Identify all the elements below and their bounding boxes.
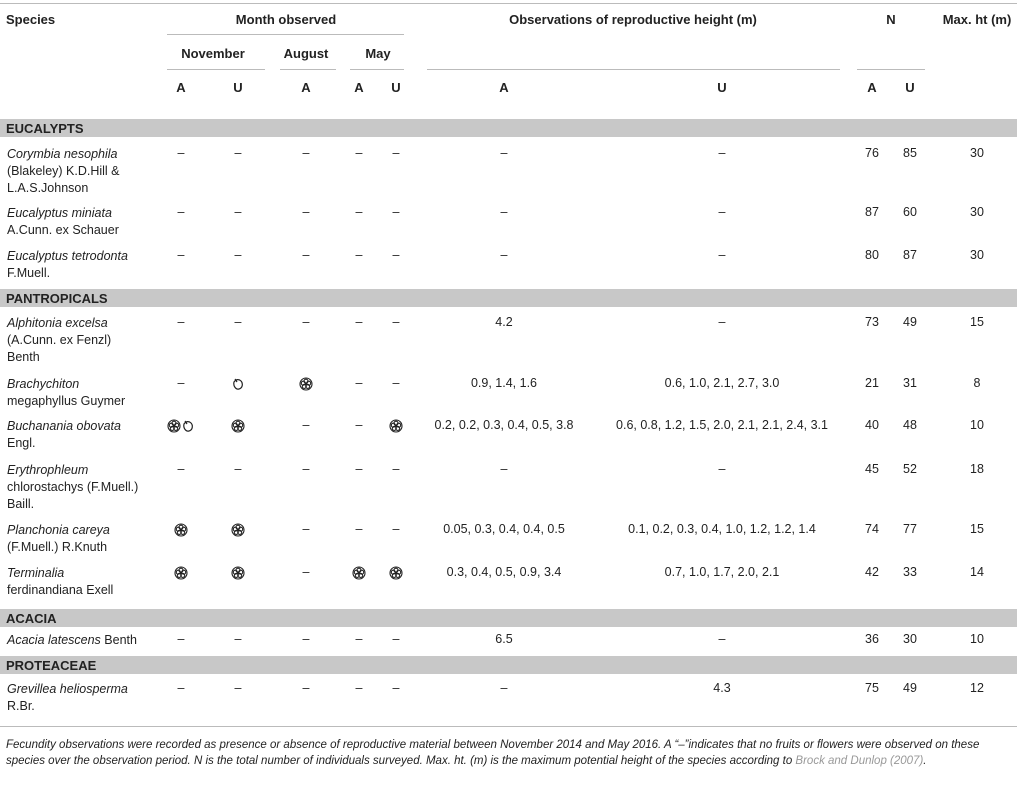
species-authority: R.Br.: [7, 699, 35, 713]
species-cell: [7, 315, 111, 366]
footnote: [6, 737, 1011, 769]
flower-icon: [231, 523, 245, 540]
species-cell: [7, 462, 138, 513]
cell-n-u: 87: [903, 248, 917, 262]
cell-aug: –: [302, 146, 310, 160]
species-name: Eucalyptus tetrodonta: [7, 249, 128, 263]
species-cell: [7, 248, 128, 282]
cell-n-a: 76: [865, 146, 879, 160]
species-name: Corymbia nesophila: [7, 147, 118, 161]
species-authority: (Blakeley) K.D.Hill &: [7, 164, 120, 178]
cell-obs-u: 0.6, 0.8, 1.2, 1.5, 2.0, 2.1, 2.1, 2.4, 3.1: [616, 418, 828, 432]
species-authority: (F.Muell.) R.Knuth: [7, 540, 108, 554]
species-name: Buchanania obovata: [7, 419, 121, 433]
cell-may-a: –: [355, 376, 363, 390]
cell-obs-a: 0.3, 0.4, 0.5, 0.9, 3.4: [446, 565, 562, 579]
flower-fruit-icon: [167, 419, 195, 436]
cell-obs-u: 4.3: [713, 681, 731, 695]
cell-obs-u: –: [718, 205, 726, 219]
cell-obs-u: –: [718, 315, 726, 329]
cell-max: 30: [970, 146, 984, 160]
cell-max: 15: [970, 315, 984, 329]
cell-n-u: 85: [903, 146, 917, 160]
cell-may-u: –: [392, 248, 400, 262]
cell-may-a: –: [355, 315, 363, 329]
cell-max: 30: [970, 205, 984, 219]
cell-n-a: 21: [865, 376, 879, 390]
cell-may-u: –: [392, 681, 400, 695]
group-label: PROTEACEAE: [6, 658, 97, 673]
header-may-u: U: [391, 80, 401, 95]
species-authority: ferdinandiana Exell: [7, 583, 114, 597]
cell-n-a: 87: [865, 205, 879, 219]
cell-obs-u: –: [718, 146, 726, 160]
species-authority: L.A.S.Johnson: [7, 181, 89, 195]
cell-nov-u: –: [234, 205, 242, 219]
flower-icon: [299, 377, 313, 394]
month-underline: [167, 34, 404, 35]
species-cell: [7, 681, 128, 715]
november-underline: [167, 69, 265, 70]
species-authority: Benth: [7, 350, 40, 364]
cell-may-a: –: [355, 681, 363, 695]
cell-n-a: 42: [865, 565, 879, 579]
cell-may-u: –: [392, 146, 400, 160]
cell-may-u: –: [392, 315, 400, 329]
flower-icon: [389, 419, 403, 436]
cell-nov-a: –: [177, 315, 185, 329]
cell-nov-u: –: [234, 681, 242, 695]
species-authority: A.Cunn. ex Schauer: [7, 223, 119, 237]
species-name: Acacia latescens: [7, 633, 101, 647]
cell-aug: –: [302, 565, 310, 579]
bottom-rule: [0, 726, 1017, 727]
cell-max: 10: [970, 632, 984, 646]
cell-may-u: –: [392, 522, 400, 536]
footnote-text: Fecundity observations were recorded as presence or absence of reproductive material between November 2014 and May 2016. A “–”indicates that no fruits or flowers were observed on these species over the observation period. N is the total number of individuals surveyed. Max. ht. (m) is the maximum potential height of the species according to: [6, 739, 980, 767]
cell-obs-u: –: [718, 248, 726, 262]
species-authority: megaphyllus Guymer: [7, 394, 126, 408]
flower-icon: [352, 566, 366, 583]
flower-icon: [174, 523, 188, 540]
cell-may-a: –: [355, 462, 363, 476]
cell-n-u: 33: [903, 565, 917, 579]
cell-obs-u: 0.7, 1.0, 1.7, 2.0, 2.1: [664, 565, 780, 579]
cell-aug: –: [302, 522, 310, 536]
cell-n-u: 30: [903, 632, 917, 646]
species-name: Planchonia careya: [7, 523, 110, 537]
august-underline: [280, 69, 336, 70]
cell-nov-u: –: [234, 146, 242, 160]
cell-aug: –: [302, 248, 310, 262]
cell-obs-u: –: [718, 632, 726, 646]
cell-may-u: –: [392, 462, 400, 476]
footnote-reference[interactable]: Brock and Dunlop (2007): [795, 755, 924, 767]
cell-nov-u: –: [234, 248, 242, 262]
species-name: Eucalyptus miniata: [7, 206, 112, 220]
species-authority: F.Muell.: [7, 266, 51, 280]
observations-underline: [427, 69, 840, 70]
cell-n-u: 52: [903, 462, 917, 476]
cell-n-u: 77: [903, 522, 917, 536]
species-cell: [7, 522, 110, 556]
header-may: May: [365, 46, 391, 61]
cell-aug: –: [302, 462, 310, 476]
group-band: [0, 289, 1017, 307]
group-band: [0, 656, 1017, 674]
cell-max: 15: [970, 522, 984, 536]
species-authority: (A.Cunn. ex Fenzl): [7, 333, 112, 347]
cell-nov-a: –: [177, 248, 185, 262]
cell-n-a: 74: [865, 522, 879, 536]
species-cell: [7, 418, 121, 452]
header-n-a: A: [867, 80, 877, 95]
cell-max: 14: [970, 565, 984, 579]
header-aug-a: A: [301, 80, 311, 95]
cell-nov-a: –: [177, 681, 185, 695]
cell-may-a: –: [355, 205, 363, 219]
species-authority: chlorostachys (F.Muell.): [7, 480, 139, 494]
cell-n-u: 49: [903, 681, 917, 695]
flower-icon: [231, 566, 245, 583]
species-cell: [7, 632, 137, 649]
flower-icon: [389, 566, 403, 583]
cell-obs-a: 0.2, 0.2, 0.3, 0.4, 0.5, 3.8: [434, 418, 574, 432]
flower-icon: [231, 419, 245, 436]
cell-n-a: 40: [865, 418, 879, 432]
species-authority: Engl.: [7, 436, 36, 450]
cell-may-u: –: [392, 632, 400, 646]
cell-may-a: –: [355, 248, 363, 262]
cell-obs-u: 0.6, 1.0, 2.1, 2.7, 3.0: [664, 376, 780, 390]
group-label: EUCALYPTS: [6, 121, 84, 136]
species-authority: Baill.: [7, 497, 35, 511]
group-band: [0, 609, 1017, 627]
cell-nov-a: –: [177, 205, 185, 219]
footnote-end: .: [923, 755, 927, 767]
header-max-ht: Max. ht (m): [942, 12, 1012, 27]
cell-max: 12: [970, 681, 984, 695]
cell-obs-a: 0.05, 0.3, 0.4, 0.4, 0.5: [443, 522, 565, 536]
header-observations: Observations of reproductive height (m): [509, 12, 757, 27]
cell-n-u: 60: [903, 205, 917, 219]
cell-obs-a: 0.9, 1.4, 1.6: [470, 376, 538, 390]
cell-may-u: –: [392, 376, 400, 390]
cell-n-a: 75: [865, 681, 879, 695]
cell-obs-u: 0.1, 0.2, 0.3, 0.4, 1.0, 1.2, 1.2, 1.4: [628, 522, 816, 536]
header-nov-u: U: [233, 80, 243, 95]
species-name: Grevillea heliosperma: [7, 682, 128, 696]
cell-aug: –: [302, 632, 310, 646]
header-may-a: A: [354, 80, 364, 95]
cell-may-a: –: [355, 418, 363, 432]
cell-aug: –: [302, 418, 310, 432]
group-band: [0, 119, 1017, 137]
species-name: Terminalia: [7, 566, 65, 580]
cell-may-a: –: [355, 522, 363, 536]
species-cell: [7, 146, 120, 197]
cell-may-u: –: [392, 205, 400, 219]
header-species: Species: [6, 12, 56, 27]
header-november: November: [181, 46, 245, 61]
cell-may-a: –: [355, 146, 363, 160]
cell-n-a: 45: [865, 462, 879, 476]
header-n: N: [886, 12, 896, 27]
header-nov-a: A: [176, 80, 186, 95]
cell-aug: –: [302, 315, 310, 329]
cell-aug: –: [302, 205, 310, 219]
cell-obs-a: –: [500, 462, 508, 476]
cell-obs-a: –: [500, 681, 508, 695]
cell-obs-a: –: [500, 248, 508, 262]
cell-aug: –: [302, 681, 310, 695]
species-cell: [7, 565, 113, 599]
n-underline: [857, 69, 925, 70]
header-august: August: [283, 46, 329, 61]
header-obs-u: U: [717, 80, 727, 95]
flower-icon: [174, 566, 188, 583]
cell-max: 18: [970, 462, 984, 476]
cell-nov-u: –: [234, 462, 242, 476]
group-label: PANTROPICALS: [6, 291, 108, 306]
cell-may-a: –: [355, 632, 363, 646]
species-authority: Benth: [100, 633, 137, 647]
species-name: Brachychiton: [7, 377, 80, 391]
header-month-observed: Month observed: [235, 12, 337, 27]
cell-n-u: 48: [903, 418, 917, 432]
cell-nov-a: –: [177, 146, 185, 160]
cell-nov-u: –: [234, 632, 242, 646]
header-obs-a: A: [499, 80, 509, 95]
top-rule: [0, 3, 1017, 4]
cell-nov-u: –: [234, 315, 242, 329]
cell-obs-u: –: [718, 462, 726, 476]
cell-nov-a: –: [177, 632, 185, 646]
cell-obs-a: 4.2: [495, 315, 513, 329]
species-cell: [7, 376, 125, 410]
cell-n-u: 49: [903, 315, 917, 329]
header-n-u: U: [905, 80, 915, 95]
group-label: ACACIA: [6, 611, 57, 626]
cell-n-a: 73: [865, 315, 879, 329]
cell-obs-a: –: [500, 146, 508, 160]
cell-obs-a: 6.5: [495, 632, 513, 646]
cell-n-a: 80: [865, 248, 879, 262]
cell-n-a: 36: [865, 632, 879, 646]
cell-max: 10: [970, 418, 984, 432]
cell-nov-a: –: [177, 462, 185, 476]
fruit-icon: [231, 377, 245, 394]
may-underline: [350, 69, 404, 70]
species-name: Erythrophleum: [7, 463, 89, 477]
species-name: Alphitonia excelsa: [7, 316, 108, 330]
cell-max: 8: [973, 376, 981, 390]
cell-n-u: 31: [903, 376, 917, 390]
cell-max: 30: [970, 248, 984, 262]
species-cell: [7, 205, 119, 239]
cell-obs-a: –: [500, 205, 508, 219]
cell-nov-a: –: [177, 376, 185, 390]
